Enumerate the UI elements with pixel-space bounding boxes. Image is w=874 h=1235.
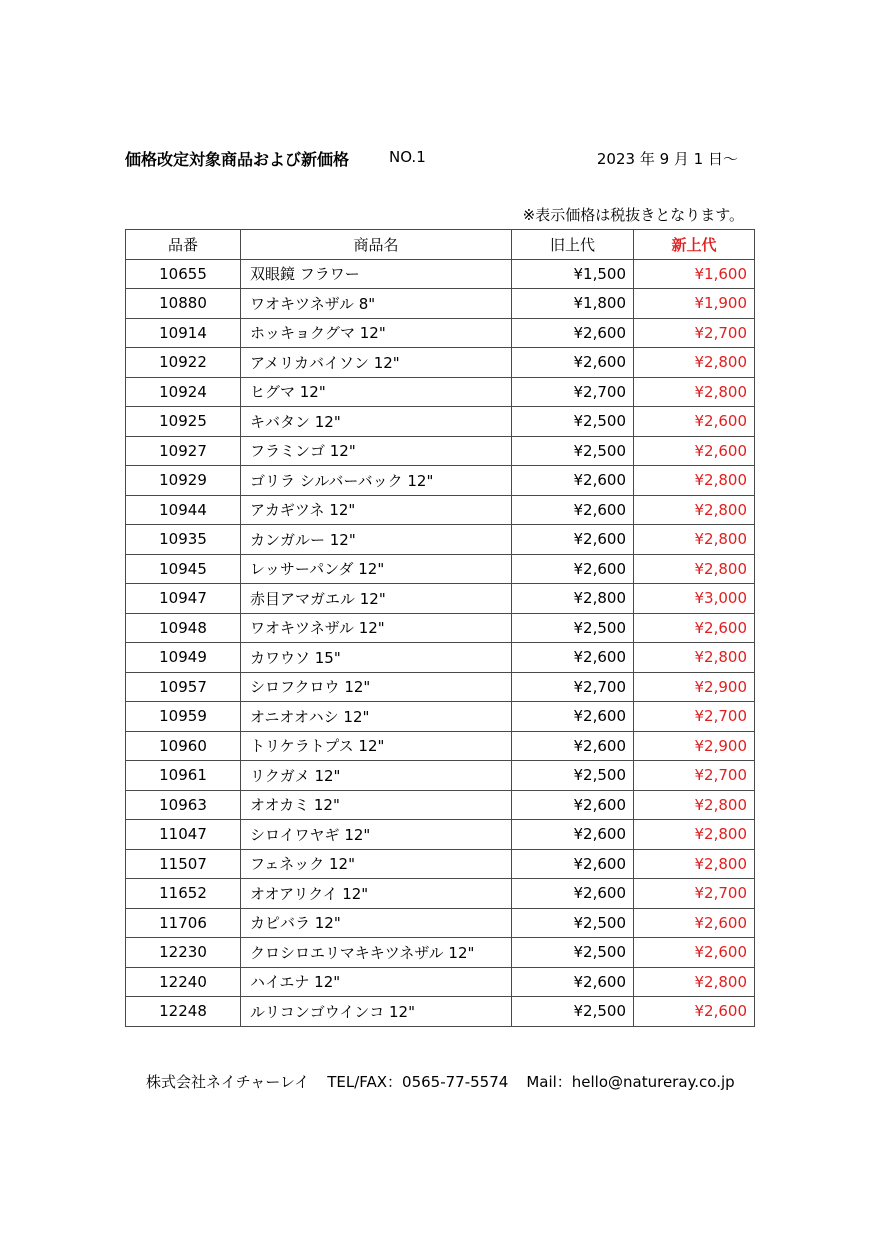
table-row — [126, 348, 755, 378]
table-row — [126, 849, 755, 879]
new-price-cell: ¥2,600 — [634, 407, 755, 437]
product-code-cell: 10957 — [126, 672, 241, 702]
new-price-cell: ¥2,700 — [634, 761, 755, 791]
table-row — [126, 672, 755, 702]
table-header-row — [126, 230, 755, 260]
product-code-cell: 10944 — [126, 495, 241, 525]
effective-date: 2023 年 9 月 1 日～ — [596, 150, 738, 168]
table-row — [126, 908, 755, 938]
product-code-cell: 10880 — [126, 289, 241, 319]
product-code-cell: 10925 — [126, 407, 241, 437]
product-code-cell: 10961 — [126, 761, 241, 791]
product-name-cell: 赤目アマガエル 12" — [241, 584, 512, 614]
table-row — [126, 643, 755, 673]
table-row — [126, 790, 755, 820]
old-price-cell: ¥2,600 — [512, 495, 634, 525]
new-price-cell: ¥2,900 — [634, 672, 755, 702]
product-name-cell: オオアリクイ 12" — [241, 879, 512, 909]
table-row — [126, 407, 755, 437]
product-code-cell: 10924 — [126, 377, 241, 407]
old-price-cell: ¥2,600 — [512, 879, 634, 909]
product-name-cell: オニオオハシ 12" — [241, 702, 512, 732]
product-name-cell: カワウソ 15" — [241, 643, 512, 673]
old-price-cell: ¥2,500 — [512, 908, 634, 938]
product-code-cell: 10655 — [126, 259, 241, 289]
table-row — [126, 702, 755, 732]
old-price-cell: ¥2,700 — [512, 672, 634, 702]
table-row — [126, 997, 755, 1027]
old-price-cell: ¥1,800 — [512, 289, 634, 319]
table-row — [126, 820, 755, 850]
table-row — [126, 554, 755, 584]
product-code-cell: 10922 — [126, 348, 241, 378]
document-number: NO.1 — [389, 148, 426, 166]
column-header-code: 品番 — [126, 230, 241, 260]
product-code-cell: 10947 — [126, 584, 241, 614]
product-name-cell: ワオキツネザル 8" — [241, 289, 512, 319]
old-price-cell: ¥2,600 — [512, 554, 634, 584]
product-name-cell: トリケラトプス 12" — [241, 731, 512, 761]
table-row — [126, 377, 755, 407]
old-price-cell: ¥2,600 — [512, 849, 634, 879]
old-price-cell: ¥1,500 — [512, 259, 634, 289]
product-code-cell: 10949 — [126, 643, 241, 673]
product-code-cell: 10963 — [126, 790, 241, 820]
price-table — [125, 229, 755, 1027]
product-code-cell: 10935 — [126, 525, 241, 555]
product-code-cell: 10959 — [126, 702, 241, 732]
product-name-cell: ヒグマ 12" — [241, 377, 512, 407]
old-price-cell: ¥2,500 — [512, 613, 634, 643]
old-price-cell: ¥2,500 — [512, 761, 634, 791]
old-price-cell: ¥2,600 — [512, 348, 634, 378]
old-price-cell: ¥2,600 — [512, 702, 634, 732]
new-price-cell: ¥1,900 — [634, 289, 755, 319]
new-price-cell: ¥1,600 — [634, 259, 755, 289]
old-price-cell: ¥2,600 — [512, 731, 634, 761]
column-header-name: 商品名 — [241, 230, 512, 260]
product-code-cell: 11047 — [126, 820, 241, 850]
new-price-cell: ¥2,800 — [634, 525, 755, 555]
new-price-cell: ¥2,900 — [634, 731, 755, 761]
product-code-cell: 10948 — [126, 613, 241, 643]
product-name-cell: アメリカバイソン 12" — [241, 348, 512, 378]
new-price-cell: ¥2,700 — [634, 879, 755, 909]
product-name-cell: シロフクロウ 12" — [241, 672, 512, 702]
table-body — [126, 259, 755, 1026]
product-code-cell: 10927 — [126, 436, 241, 466]
old-price-cell: ¥2,600 — [512, 790, 634, 820]
old-price-cell: ¥2,500 — [512, 407, 634, 437]
product-code-cell: 11652 — [126, 879, 241, 909]
new-price-cell: ¥2,800 — [634, 643, 755, 673]
table-row — [126, 938, 755, 968]
product-name-cell: キバタン 12" — [241, 407, 512, 437]
mail-address: Mail：hello@natureray.co.jp — [526, 1073, 735, 1091]
product-name-cell: ルリコンゴウインコ 12" — [241, 997, 512, 1027]
product-name-cell: カピバラ 12" — [241, 908, 512, 938]
product-name-cell: フラミンゴ 12" — [241, 436, 512, 466]
product-code-cell: 12230 — [126, 938, 241, 968]
product-name-cell: アカギツネ 12" — [241, 495, 512, 525]
company-name: 株式会社ネイチャーレイ — [146, 1073, 310, 1091]
table-row — [126, 436, 755, 466]
table-row — [126, 761, 755, 791]
old-price-cell: ¥2,800 — [512, 584, 634, 614]
table-row — [126, 731, 755, 761]
old-price-cell: ¥2,600 — [512, 466, 634, 496]
old-price-cell: ¥2,500 — [512, 997, 634, 1027]
old-price-cell: ¥2,600 — [512, 967, 634, 997]
product-name-cell: ゴリラ シルバーバック 12" — [241, 466, 512, 496]
old-price-cell: ¥2,700 — [512, 377, 634, 407]
new-price-cell: ¥2,600 — [634, 997, 755, 1027]
product-code-cell: 10960 — [126, 731, 241, 761]
tax-note: ※表示価格は税抜きとなります。 — [522, 206, 744, 224]
new-price-cell: ¥2,600 — [634, 436, 755, 466]
old-price-cell: ¥2,600 — [512, 820, 634, 850]
new-price-cell: ¥2,600 — [634, 908, 755, 938]
table-row — [126, 495, 755, 525]
new-price-cell: ¥2,800 — [634, 348, 755, 378]
product-name-cell: 双眼鏡 フラワー — [241, 259, 512, 289]
new-price-cell: ¥2,800 — [634, 967, 755, 997]
product-code-cell: 12240 — [126, 967, 241, 997]
new-price-cell: ¥2,800 — [634, 466, 755, 496]
column-header-old-price: 旧上代 — [512, 230, 634, 260]
new-price-cell: ¥2,800 — [634, 554, 755, 584]
column-header-new-price: 新上代 — [634, 230, 755, 260]
footer-contact — [146, 1071, 735, 1092]
new-price-cell: ¥2,800 — [634, 820, 755, 850]
product-name-cell: ハイエナ 12" — [241, 967, 512, 997]
new-price-cell: ¥3,000 — [634, 584, 755, 614]
new-price-cell: ¥2,800 — [634, 849, 755, 879]
table-row — [126, 318, 755, 348]
product-code-cell: 12248 — [126, 997, 241, 1027]
table-row — [126, 584, 755, 614]
old-price-cell: ¥2,600 — [512, 643, 634, 673]
product-name-cell: オオカミ 12" — [241, 790, 512, 820]
product-name-cell: ワオキツネザル 12" — [241, 613, 512, 643]
old-price-cell: ¥2,500 — [512, 938, 634, 968]
new-price-cell: ¥2,800 — [634, 790, 755, 820]
product-code-cell: 10929 — [126, 466, 241, 496]
product-code-cell: 11706 — [126, 908, 241, 938]
product-name-cell: シロイワヤギ 12" — [241, 820, 512, 850]
product-name-cell: フェネック 12" — [241, 849, 512, 879]
product-name-cell: レッサーパンダ 12" — [241, 554, 512, 584]
new-price-cell: ¥2,800 — [634, 495, 755, 525]
old-price-cell: ¥2,600 — [512, 525, 634, 555]
tel-fax: TEL/FAX：0565-77-5574 — [327, 1073, 509, 1091]
product-name-cell: リクガメ 12" — [241, 761, 512, 791]
table-row — [126, 259, 755, 289]
product-name-cell: ホッキョクグマ 12" — [241, 318, 512, 348]
new-price-cell: ¥2,700 — [634, 702, 755, 732]
table-row — [126, 879, 755, 909]
new-price-cell: ¥2,600 — [634, 613, 755, 643]
product-name-cell: カンガルー 12" — [241, 525, 512, 555]
old-price-cell: ¥2,600 — [512, 318, 634, 348]
product-code-cell: 10945 — [126, 554, 241, 584]
table-row — [126, 613, 755, 643]
new-price-cell: ¥2,700 — [634, 318, 755, 348]
document-title: 価格改定対象商品および新価格 — [125, 150, 350, 169]
old-price-cell: ¥2,500 — [512, 436, 634, 466]
product-code-cell: 11507 — [126, 849, 241, 879]
table-row — [126, 289, 755, 319]
product-name-cell: クロシロエリマキキツネザル 12" — [241, 938, 512, 968]
new-price-cell: ¥2,600 — [634, 938, 755, 968]
new-price-cell: ¥2,800 — [634, 377, 755, 407]
table-row — [126, 466, 755, 496]
table-row — [126, 525, 755, 555]
table-row — [126, 967, 755, 997]
product-code-cell: 10914 — [126, 318, 241, 348]
